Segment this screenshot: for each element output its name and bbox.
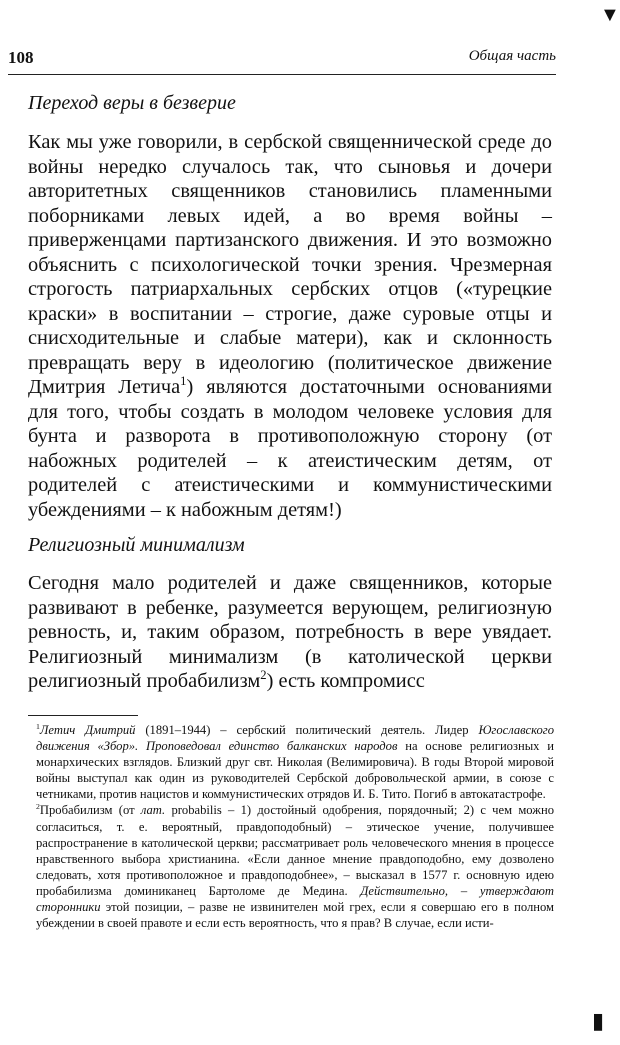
footnote-1: $^1$Летич Дмитрий (1891–1944) – сербский политический деятель. Лидер Югославского движения «Збор». Проповедовал единство балканских народов на основе религиозных и монархических взглядов. Близкий друг свт. Николая (Велимировича). В годы Второй мировой войны выступал как один из руководителей Сербской добровольческой армии, в союзе с четниками, против нацистов и коммунистических отрядов И. Б. Тито. Погиб в автокатастрофе. xyxy=(36,721,554,802)
scan-tail-mark: ▮ xyxy=(592,1008,605,1033)
section-heading-faith-to-unbelief: Переход веры в безверие xyxy=(28,92,236,114)
footnote-ref-2: 2 xyxy=(260,668,267,683)
page-header xyxy=(8,48,556,75)
page-number: 108 xyxy=(8,48,34,67)
footnote-2: $^2$Пробабилизм (от лат. probabilis – 1) достойный одобрения, порядочный; 2) с чем можно согласиться, т. е. вероятный, правдоподобный) – этическое учение, получившее распространение в католической церкви; рассматривает роль человеческого мнения в процессе нравственного выбора христианина. «Если данное мнение правдоподобно, ему дозволено следовать, хотя противоположное и правдоподобнее», – высказал в 1577 г. основную идею пробабилизма доминиканец Бартоломе де Медина. Действительно, – утверждают сторонники этой позиции, – разве не извинителен мой грех, если я совершаю его в полном убеждении в своей правоте и если есть вероятность, что я прав? В случае, если исти- xyxy=(36,802,555,931)
section-heading-religious-minimalism: Религиозный минимализм xyxy=(28,534,245,556)
running-head: Общая часть xyxy=(468,48,556,64)
body-paragraph-2: Сегодня мало родителей и даже священников, которые развивают в ребенке, разумеется верующем, религиозную ревность, и, таким образом, потребность в вере увядает. Религиозный минимализм (в католической церкви религиозный пробабилизм$^2$) есть компромисс xyxy=(28,572,552,692)
body-paragraph-1: Как мы уже говорили, в сербской священнической среде до войны нередко случалось так, что сыновья и дочери авторитетных священников становились пламенными поборниками левых идей, а во время войны – приверженцами партизанского движения. И это возможно объяснить с психологической точки зрения. Чрезмерная строгость патриархальных сербских отцов («турецкие краски» в воспитании – строгие, даже суровые отцы и снисходительные и слабые матери), как и склонность превращать веру в идеологию (политическое движение Дмитрия Летича$^1$) являются достаточными основаниями для того, чтобы создать в молодом человеке условия для бунта и разворота в противоположную сторону (от набожных родителей – к атеистическим детям, от родителей с атеистическими и коммунистическими убеждениями – к набожным детям!) xyxy=(28,131,552,521)
footnote-ref-1: 1 xyxy=(180,374,187,389)
footnotes xyxy=(28,722,554,931)
scan-corner-mark: ▼ xyxy=(600,4,620,26)
footnote-separator xyxy=(28,715,138,716)
